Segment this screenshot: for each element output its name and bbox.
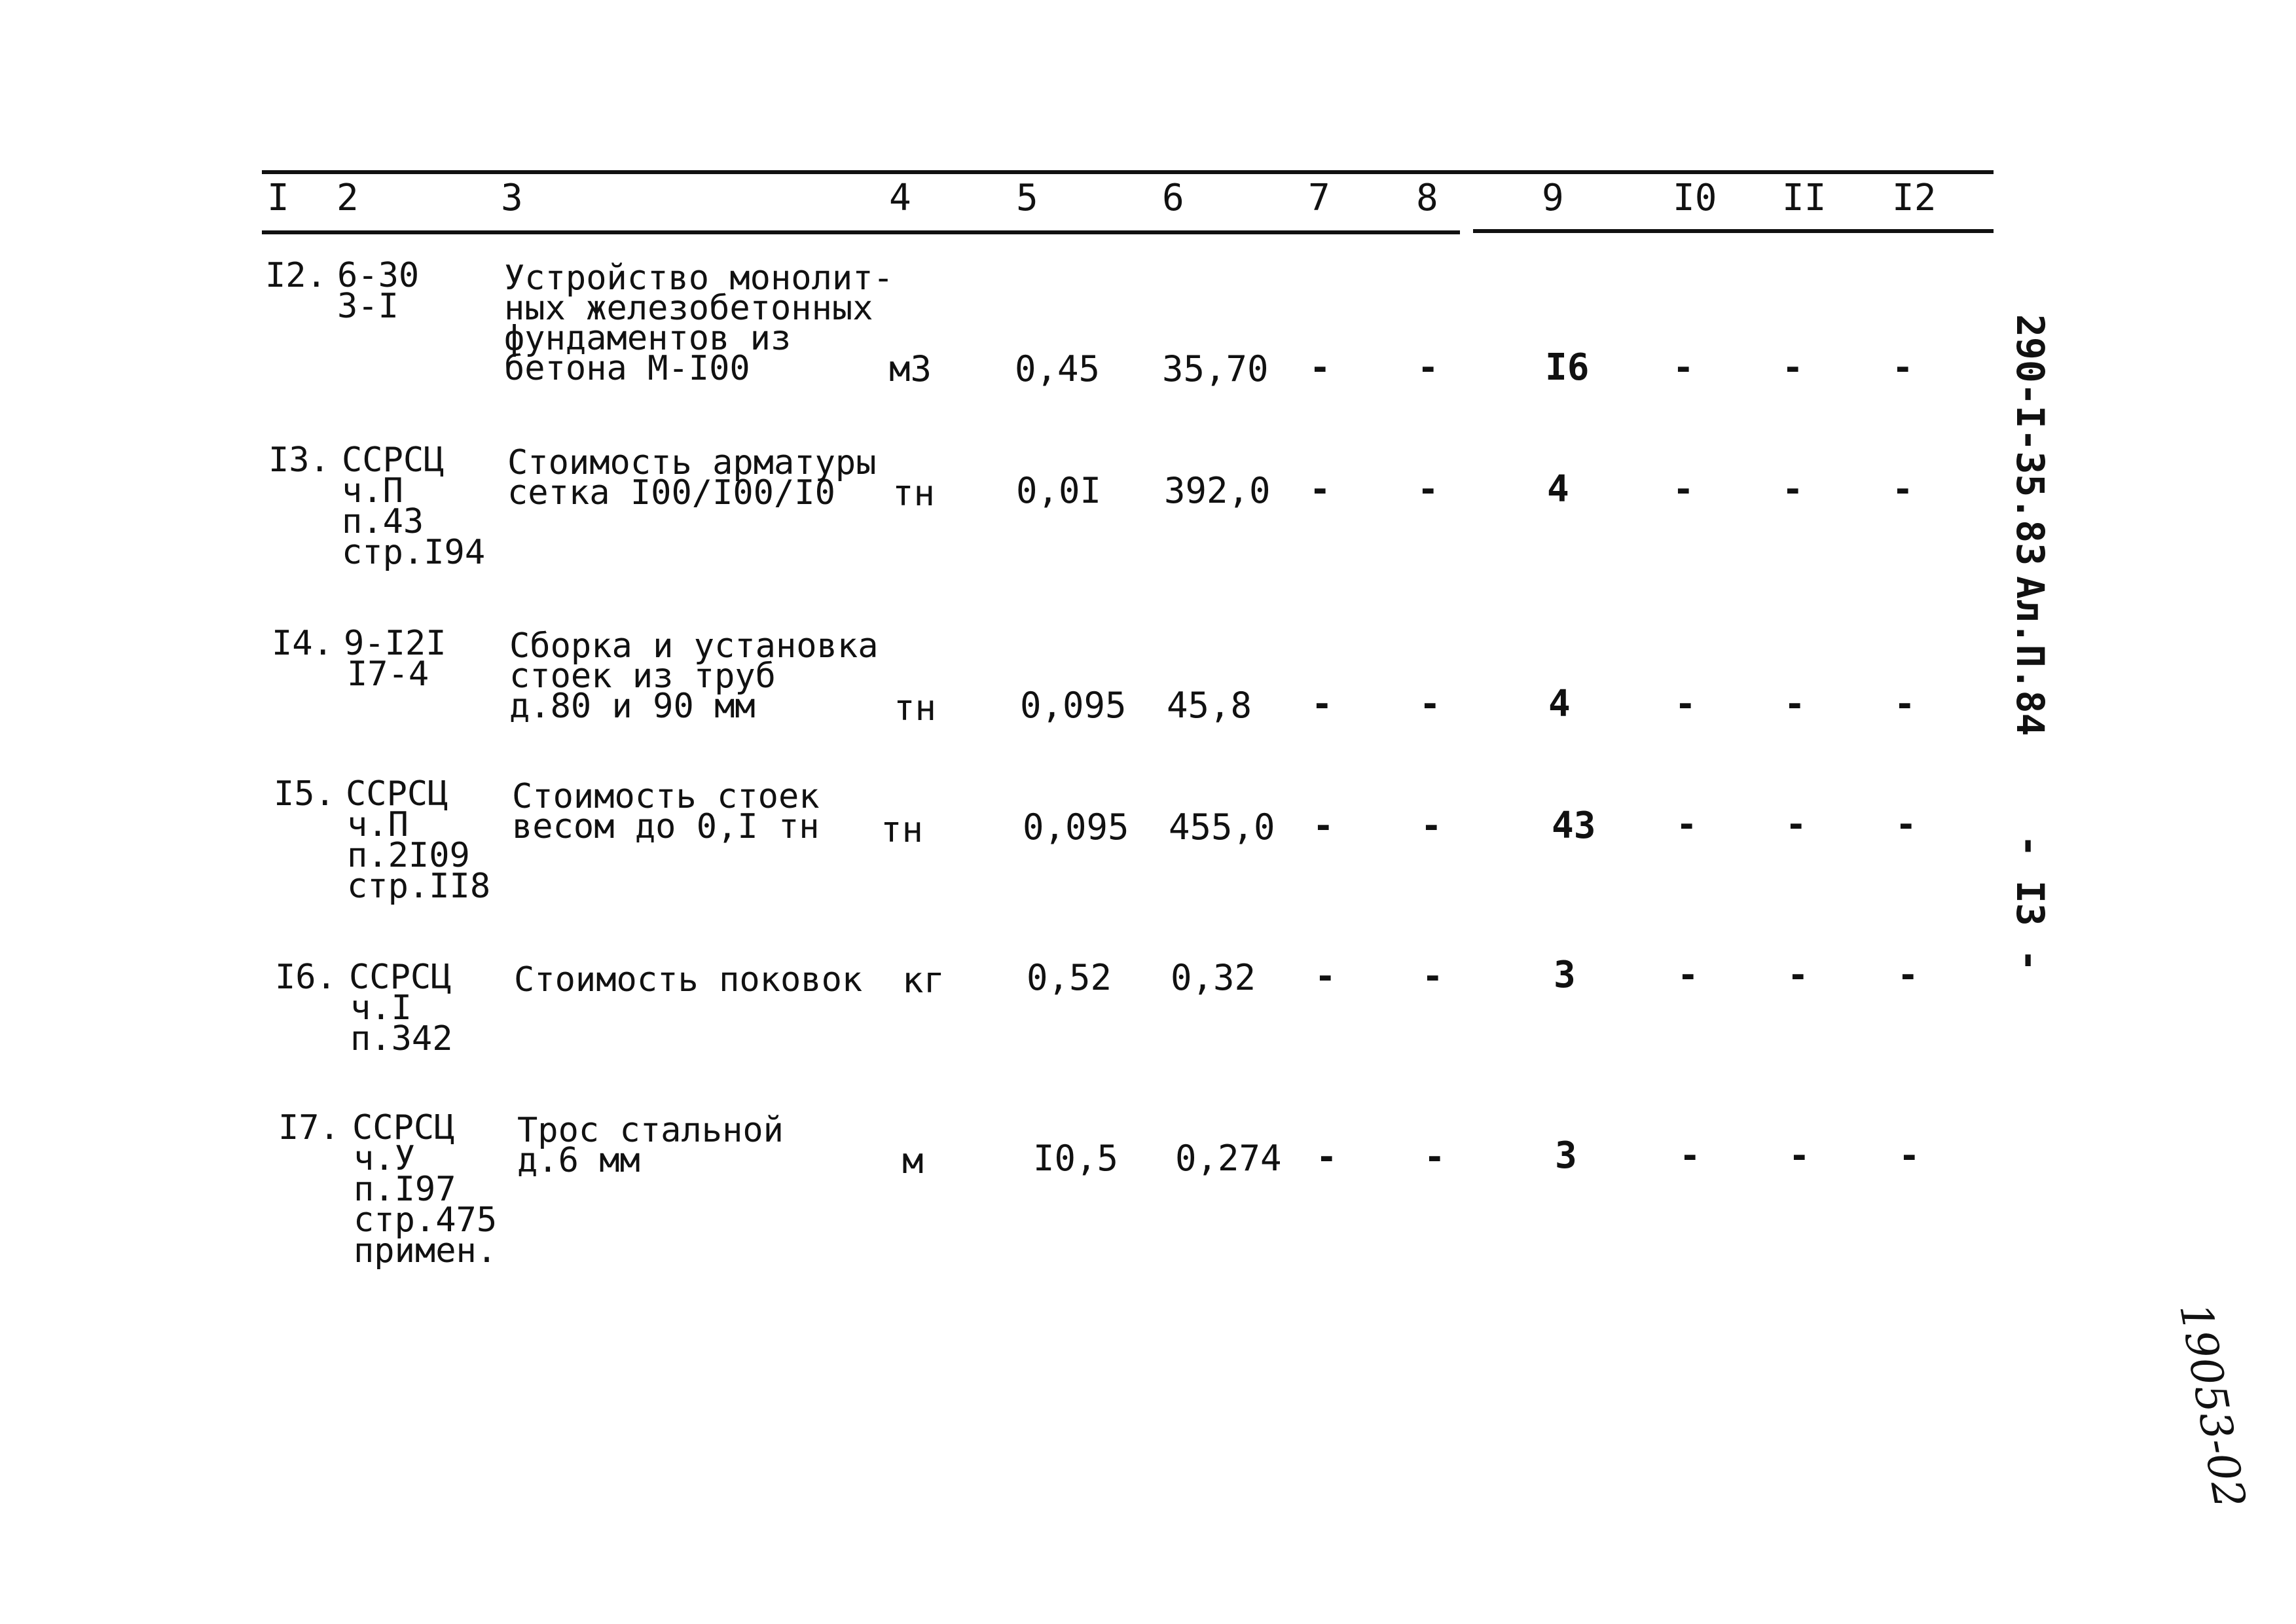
norm-code-line: п.43 <box>342 502 424 541</box>
column-header-3: 3 <box>501 177 523 219</box>
column-header-1: I <box>267 177 289 219</box>
norm-code-line: ч.У <box>354 1139 415 1178</box>
col7-value: - <box>1311 683 1333 725</box>
description-line: Сборка и установка <box>509 626 879 666</box>
description-line: ных железобетонных <box>504 289 873 328</box>
col7-value: - <box>1309 469 1331 510</box>
col11-value: - <box>1785 804 1807 845</box>
quantity: 0,095 <box>1020 685 1127 726</box>
quantity: I0,5 <box>1033 1138 1119 1179</box>
col11-value: - <box>1784 683 1806 725</box>
col10-value: - <box>1676 804 1698 845</box>
col12-value: - <box>1895 804 1917 845</box>
column-header-11: II <box>1782 177 1827 219</box>
col10-value: - <box>1679 1135 1701 1176</box>
col9-value: 4 <box>1548 683 1571 725</box>
col7-value: - <box>1316 1136 1338 1178</box>
norm-code-line: 3-I <box>337 287 399 326</box>
norm-code-line: ч.I <box>350 988 412 1028</box>
unit: тн <box>892 473 936 514</box>
quantity: 0,095 <box>1023 806 1129 848</box>
quantity: 0,45 <box>1015 348 1101 389</box>
sheet-reference: Ал.П.84 <box>2008 576 2052 736</box>
col12-value: - <box>1899 1135 1920 1176</box>
norm-code-line: 6-30 <box>337 256 420 295</box>
column-header-12: I2 <box>1892 177 1937 219</box>
col9-value: 3 <box>1555 1134 1577 1177</box>
norm-code-line: ССРСЦ <box>349 958 452 997</box>
page-number: - I3 - <box>2008 835 2052 972</box>
col7-value: - <box>1315 956 1336 997</box>
norm-code-line: стр.I94 <box>342 533 486 572</box>
col8-value: - <box>1417 347 1439 388</box>
norm-code-line: 9-I2I <box>344 624 446 663</box>
unit: тн <box>894 687 937 729</box>
col8-value: - <box>1419 683 1441 725</box>
description-line: фундаментов из <box>504 319 792 358</box>
col12-value: - <box>1892 469 1914 510</box>
unit-price: 0,274 <box>1175 1138 1282 1179</box>
header-bottom-rule-left <box>262 230 1460 234</box>
unit-price: 35,70 <box>1162 348 1269 389</box>
col11-value: - <box>1782 347 1804 388</box>
table-top-rule <box>262 170 1994 174</box>
description-line: Устройство монолит- <box>504 259 894 298</box>
norm-code-line: п.I97 <box>354 1170 456 1209</box>
description-line: д.6 мм <box>517 1141 640 1180</box>
column-header-5: 5 <box>1016 177 1038 219</box>
column-header-2: 2 <box>337 177 359 219</box>
unit: кг <box>902 960 945 1001</box>
col11-value: - <box>1789 1135 1810 1176</box>
row-number: I5. <box>274 774 335 814</box>
column-header-4: 4 <box>889 177 911 219</box>
norm-code-line: ССРСЦ <box>342 441 445 480</box>
norm-code-line: ССРСЦ <box>352 1108 455 1147</box>
col9-value: I6 <box>1545 346 1590 389</box>
col11-value: - <box>1782 469 1804 510</box>
col7-value: - <box>1313 805 1334 846</box>
row-number: I6. <box>275 958 337 997</box>
col10-value: - <box>1673 469 1694 510</box>
row-number: I3. <box>268 441 330 480</box>
column-header-10: I0 <box>1673 177 1717 219</box>
norm-code-line: I7-4 <box>347 655 429 694</box>
quantity: 0,52 <box>1027 957 1112 998</box>
row-number: I2. <box>265 256 327 295</box>
unit-price: 45,8 <box>1167 685 1252 726</box>
quantity: 0,0I <box>1016 470 1102 511</box>
col9-value: 43 <box>1552 804 1596 847</box>
unit-price: 392,0 <box>1164 470 1271 511</box>
col7-value: - <box>1309 347 1331 388</box>
col9-value: 3 <box>1554 954 1576 996</box>
column-header-9: 9 <box>1542 177 1564 219</box>
norm-code-line: п.2I09 <box>347 836 470 875</box>
document-code: 290-I-35.83 <box>2008 314 2052 566</box>
description-line: бетона М-I00 <box>504 349 750 388</box>
col8-value: - <box>1424 1136 1446 1178</box>
description-line: д.80 и 90 мм <box>509 687 756 726</box>
col10-value: - <box>1677 954 1699 996</box>
header-bottom-rule-right <box>1473 229 1994 233</box>
col12-value: - <box>1892 347 1914 388</box>
unit-price: 0,32 <box>1171 957 1256 998</box>
unit-price: 455,0 <box>1169 806 1275 848</box>
description-line: сетка I00/I00/I0 <box>507 473 835 513</box>
norm-code-line: ч.П <box>347 805 409 844</box>
norm-code-line: ССРСЦ <box>346 774 448 814</box>
col8-value: - <box>1417 469 1439 510</box>
description-line: Стоимость поковок <box>514 960 863 1000</box>
col10-value: - <box>1673 347 1694 388</box>
col9-value: 4 <box>1547 468 1569 511</box>
column-header-7: 7 <box>1308 177 1330 219</box>
unit: тн <box>881 809 924 850</box>
row-number: I7. <box>278 1108 340 1147</box>
col11-value: - <box>1787 954 1809 996</box>
col8-value: - <box>1421 805 1442 846</box>
description-line: Трос стальной <box>517 1111 784 1150</box>
column-header-8: 8 <box>1416 177 1438 219</box>
description-line: Стоимость арматуры <box>507 443 877 482</box>
row-number: I4. <box>272 624 333 663</box>
column-header-6: 6 <box>1162 177 1184 219</box>
col10-value: - <box>1675 683 1696 725</box>
col12-value: - <box>1894 683 1916 725</box>
handwritten-inventory-number: 19053-02 <box>2170 1299 2255 1512</box>
description-line: весом до 0,I тн <box>512 807 820 846</box>
description-line: стоек из труб <box>509 657 776 696</box>
norm-code-line: примен. <box>354 1231 498 1271</box>
norm-code-line: стр.475 <box>354 1200 498 1240</box>
norm-code-line: ч.П <box>342 471 403 511</box>
col8-value: - <box>1422 956 1444 997</box>
norm-code-line: п.342 <box>350 1019 453 1058</box>
description-line: Стоимость стоек <box>512 777 820 816</box>
col12-value: - <box>1897 954 1919 996</box>
unit: м3 <box>889 348 932 389</box>
norm-code-line: стр.II8 <box>347 867 491 906</box>
unit: м <box>902 1140 924 1182</box>
